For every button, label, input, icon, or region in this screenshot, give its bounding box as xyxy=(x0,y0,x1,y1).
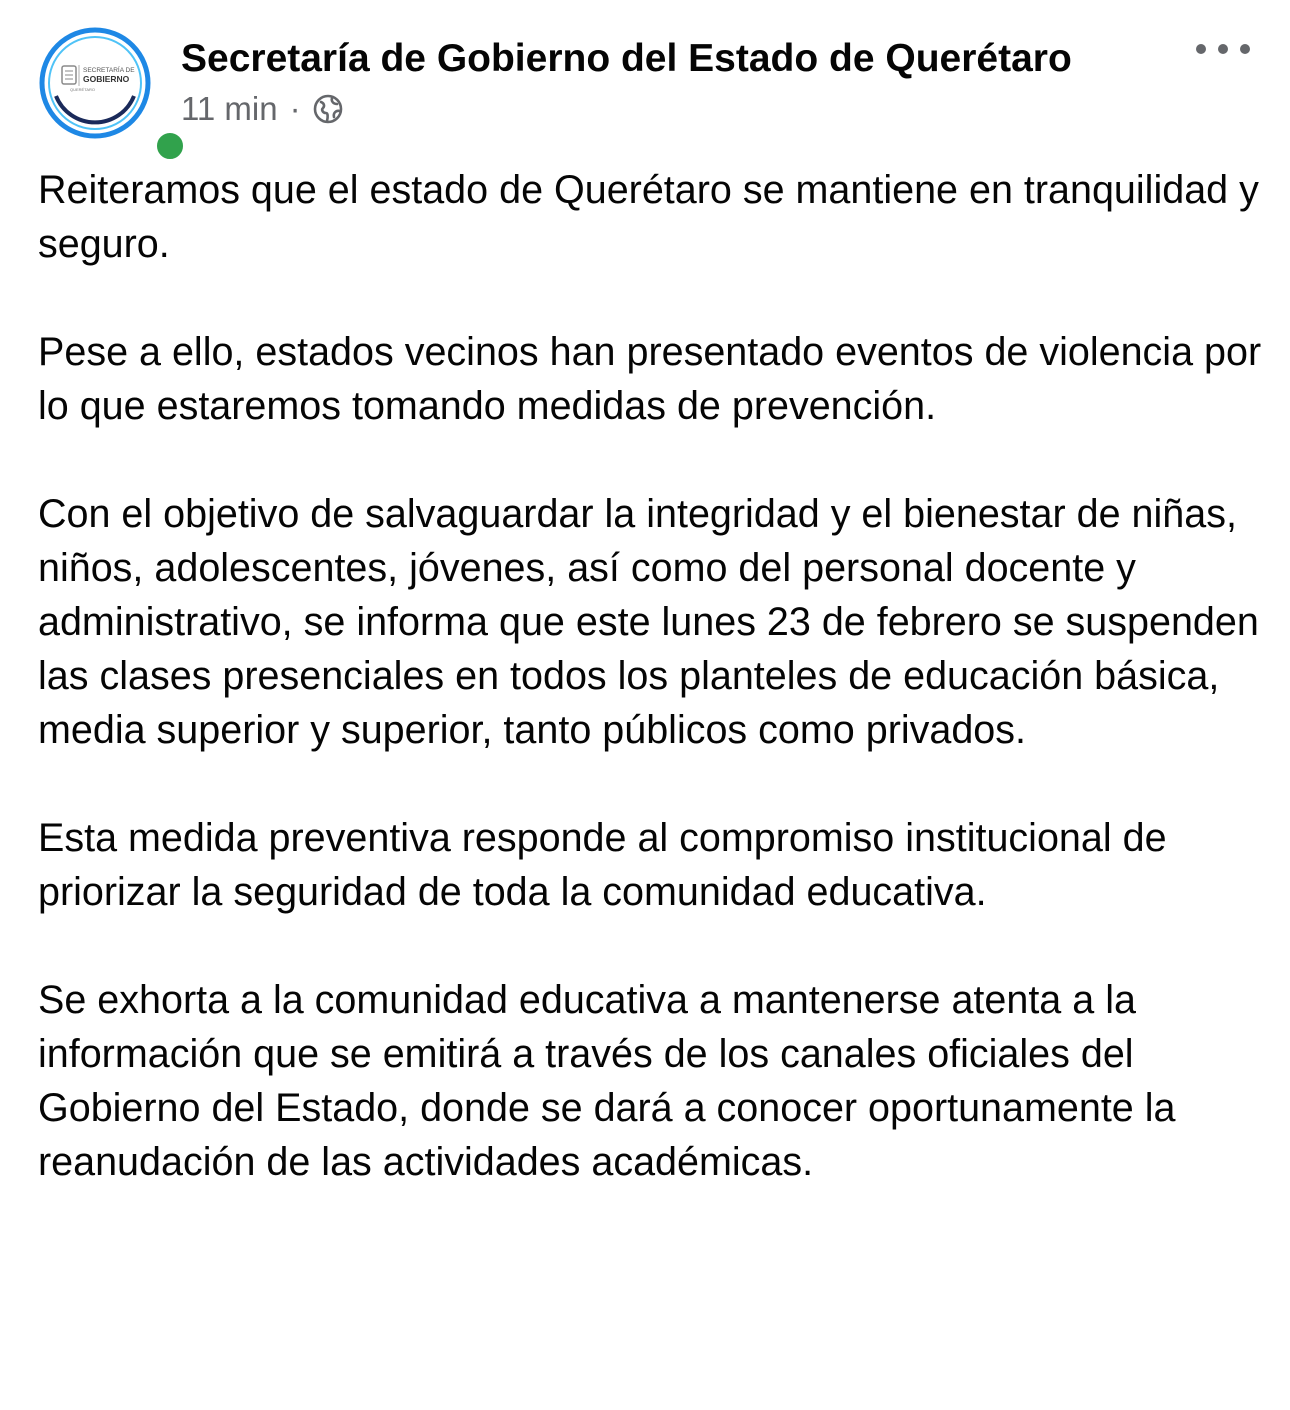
page-avatar[interactable] xyxy=(36,24,154,142)
more-options-icon[interactable] xyxy=(1196,34,1250,64)
meta-separator: · xyxy=(289,90,301,127)
more-dot xyxy=(1240,44,1250,54)
page-logo xyxy=(36,24,154,142)
post-paragraph: Esta medida preventiva responde al compromiso institucional de priorizar la seguridad de toda la comunidad educativa. xyxy=(38,816,1167,914)
post-header xyxy=(0,0,1290,150)
post-meta xyxy=(181,86,343,132)
page-name[interactable]: Secretaría de Gobierno del Estado de Querétaro xyxy=(181,37,1072,80)
globe-icon[interactable] xyxy=(313,94,343,124)
logo-text-line3: QUERÉTARO xyxy=(70,87,96,92)
post-paragraph: Pese a ello, estados vecinos han presentado eventos de violencia por lo que estaremos tomando medidas de prevención. xyxy=(38,330,1262,428)
post-paragraph: Se exhorta a la comunidad educativa a mantenerse atenta a la información que se emitirá a través de los canales oficiales del Gobierno del Estado, donde se dará a conocer oportunamente la reanudación de las actividades académicas. xyxy=(38,978,1176,1184)
post-timestamp[interactable]: 11 min xyxy=(181,90,278,127)
more-dot xyxy=(1196,44,1206,54)
logo-text-line2: GOBIERNO xyxy=(83,74,130,84)
post-paragraph: Con el objetivo de salvaguardar la integridad y el bienestar de niñas, niños, adolescentes, jóvenes, así como del personal docente y administrativo, se informa que este lunes 23 de febrero se suspenden las clases presenciales en todos los planteles de educación básica, media superior y superior, tanto públicos como privados. xyxy=(38,492,1259,752)
online-status-dot xyxy=(153,129,187,163)
more-dot xyxy=(1218,44,1228,54)
post-body xyxy=(38,163,1268,1189)
post-paragraph: Reiteramos que el estado de Querétaro se mantiene en tranquilidad y seguro. xyxy=(38,168,1259,266)
logo-text-line1: SECRETARÍA DE xyxy=(83,67,135,74)
